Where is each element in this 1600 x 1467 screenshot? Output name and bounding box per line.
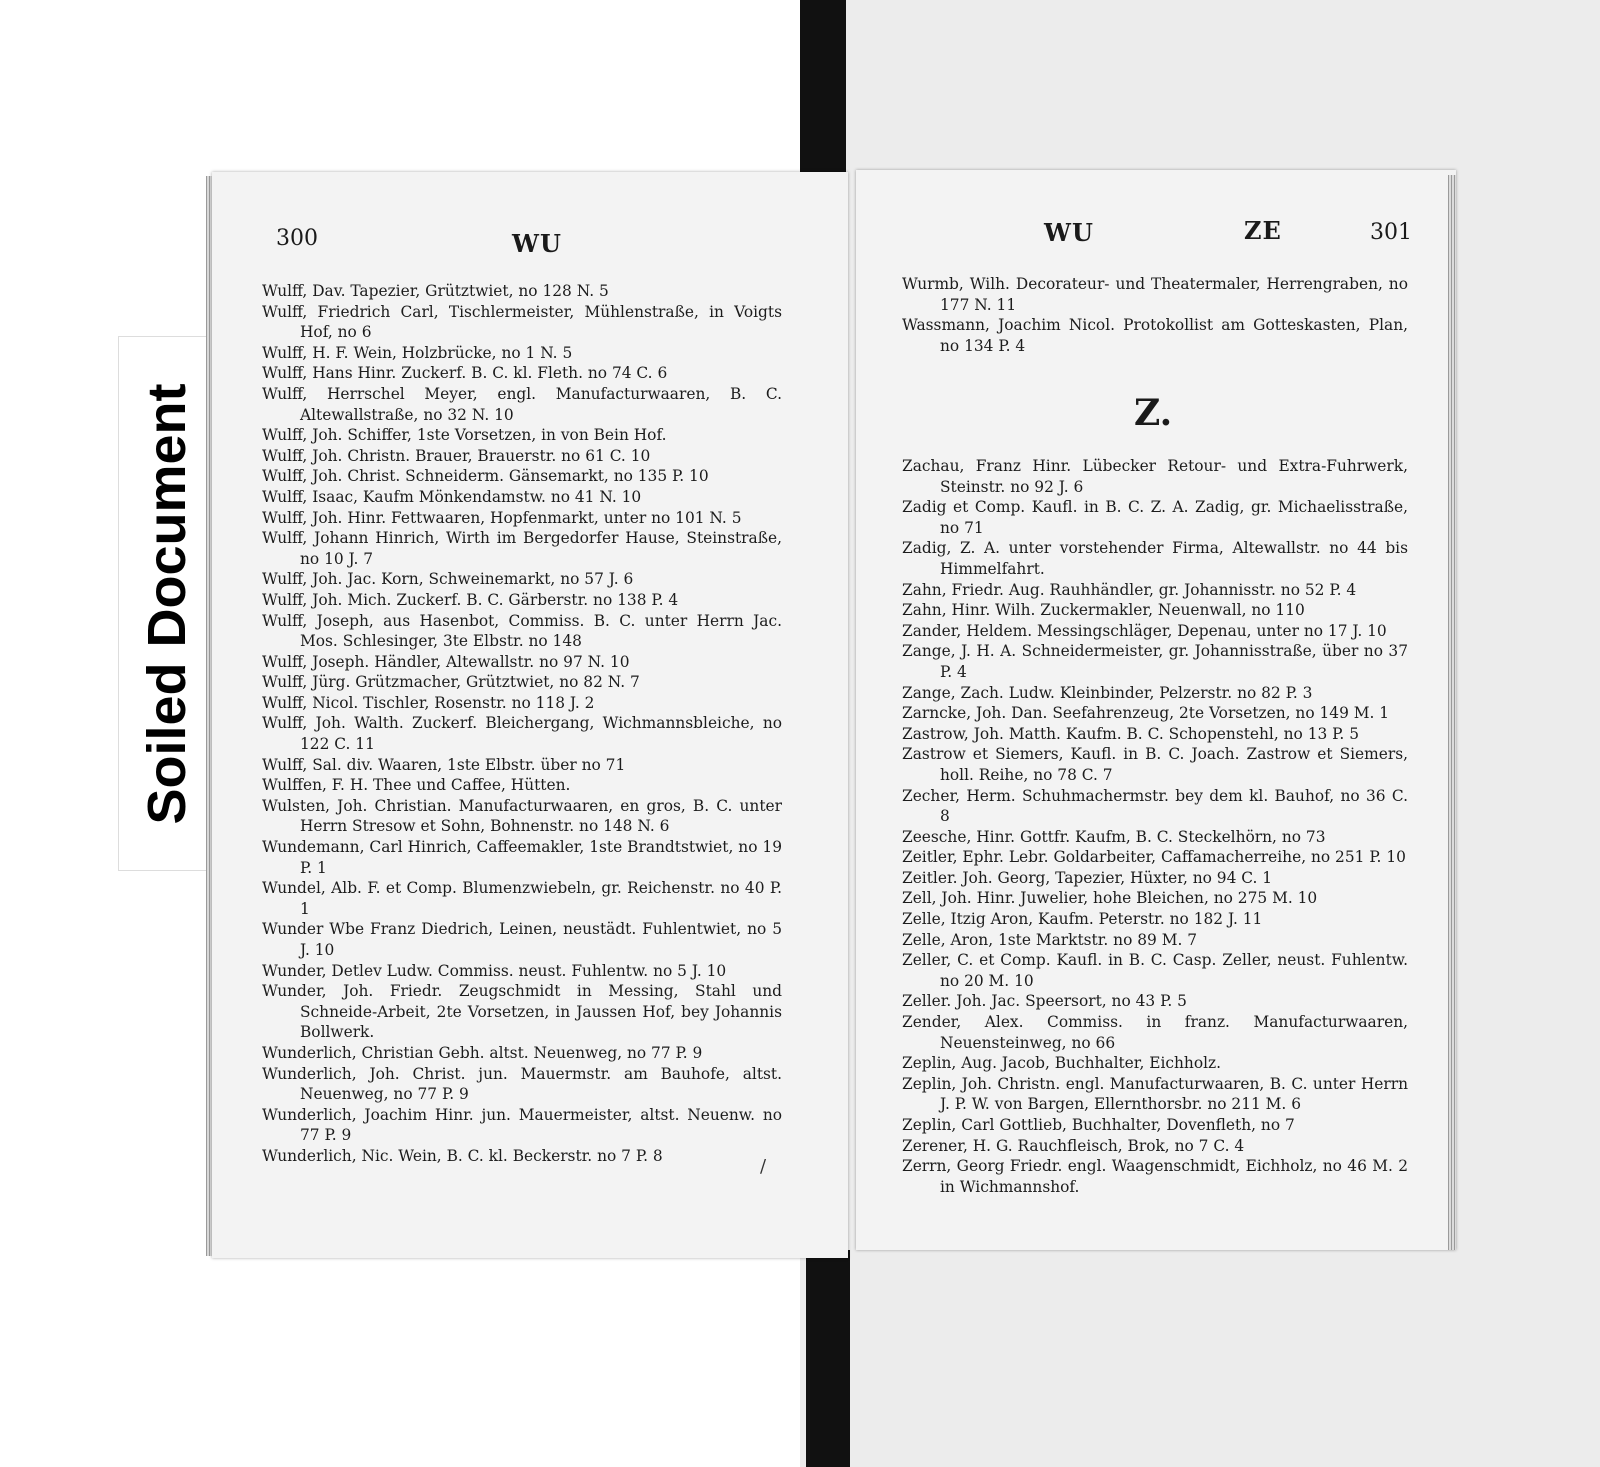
directory-entry: Wulff, Isaac, Kaufm Mönkendamstw. no 41 N. 10 bbox=[262, 487, 642, 506]
directory-entry: Zeplin, Carl Gottlieb, Buchhalter, Dovenfleth, no 7 bbox=[902, 1116, 1295, 1134]
directory-entry: Zeesche, Hinr. Gottfr. Kaufm, B. C. Steckelhörn, no 73 bbox=[902, 827, 1326, 846]
directory-entry: Zander, Heldem. Messingschläger, Depenau, unter no 17 J. 10 bbox=[902, 621, 1387, 640]
directory-entry: Wulff, Joh. Christn. Brauer, Brauerstr. no 61 C. 10 bbox=[262, 446, 651, 465]
directory-entry: Zeitler, Ephr. Lebr. Goldarbeiter, Caffamacherreihe, no 251 P. 10 bbox=[902, 848, 1406, 867]
directory-entry: Wulsten, Joh. Christian. Manufacturwaaren, en gros, B. C. unter Herrn Stresow et Sohn, Bohnenstr. no 148 N. 6 bbox=[262, 796, 782, 836]
directory-entry: Zender, Alex. Commiss. in franz. Manufacturwaaren, Neuensteinweg, no 66 bbox=[902, 1013, 1408, 1052]
directory-entry: Wunder Wbe Franz Diedrich, Leinen, neustädt. Fuhlentwiet, no 5 J. 10 bbox=[262, 920, 782, 959]
directory-entry: Zecher, Herm. Schuhmachermstr. bey dem kl. Bauhof, no 36 C. 8 bbox=[902, 786, 1408, 826]
directory-entry: Wulff, Joh. Christ. Schneiderm. Gänsemarkt, no 135 P. 10 bbox=[262, 467, 709, 486]
directory-entry: Wulff, Johann Hinrich, Wirth im Bergedorfer Hause, Steinstraße, no 10 J. 7 bbox=[262, 529, 782, 568]
directory-entry: Wunderlich, Joh. Christ. jun. Mauermstr. am Bauhofe, altst. Neuenweg, no 77 P. 9 bbox=[262, 1064, 782, 1104]
directory-entry: Zerrn, Georg Friedr. engl. Waagenschmidt, Eichholz, no 46 M. 2 in Wichmannshof. bbox=[902, 1157, 1408, 1196]
directory-entry: Zange, J. H. A. Schneidermeister, gr. Johannisstraße, über no 37 P. 4 bbox=[902, 642, 1408, 681]
directory-entry: Wunderlich, Christian Gebh. altst. Neuenweg, no 77 P. 9 bbox=[262, 1043, 703, 1062]
stamp-label: Soiled Document bbox=[137, 382, 197, 825]
directory-entry: Wurmb, Wilh. Decorateur- und Theatermaler, Herrengraben, no 177 N. 11 bbox=[902, 275, 1408, 314]
directory-entry: Zadig, Z. A. unter vorstehender Firma, Altewallstr. no 44 bis Himmelfahrt. bbox=[902, 539, 1408, 578]
directory-entry: Wulff, Joh. Walth. Zuckerf. Bleichergang, Wichmannsbleiche, no 122 C. 11 bbox=[262, 714, 782, 754]
directory-entry: Wunder, Joh. Friedr. Zeugschmidt in Messing, Stahl und Schneide-Arbeit, 2te Vorsetzen, in Jaussen Hof, bey Johannis Bollwerk. bbox=[262, 982, 782, 1042]
directory-entry: Zahn, Hinr. Wilh. Zuckermakler, Neuenwall, no 110 bbox=[902, 601, 1305, 620]
directory-entry: Wunderlich, Joachim Hinr. jun. Mauermeister, altst. Neuenw. no 77 P. 9 bbox=[262, 1105, 782, 1145]
binding-gutter-bottom bbox=[806, 1250, 850, 1467]
section-letter-z: Z. bbox=[1134, 392, 1173, 434]
directory-entry: Wunder, Detlev Ludw. Commiss. neust. Fuhlentw. no 5 J. 10 bbox=[262, 961, 727, 980]
right-directory-entries-top bbox=[902, 274, 1408, 356]
directory-entry: Zastrow et Siemers, Kaufl. in B. C. Joach. Zastrow et Siemers, holl. Reihe, no 78 C. 7 bbox=[902, 745, 1408, 784]
directory-entry: Wulff, Sal. div. Waaren, 1ste Elbstr. über no 71 bbox=[262, 755, 626, 774]
directory-entry: Zahn, Friedr. Aug. Rauhhändler, gr. Johannisstr. no 52 P. 4 bbox=[902, 580, 1357, 599]
directory-entry: Zelle, Itzig Aron, Kaufm. Peterstr. no 182 J. 11 bbox=[902, 910, 1263, 929]
directory-entry: Wulff, Joseph, aus Hasenbot, Commiss. B. C. unter Herrn Jac. Mos. Schlesinger, 3te Elbstr. no 148 bbox=[262, 611, 782, 651]
directory-entry: Wulff, Joh. Schiffer, 1ste Vorsetzen, in von Bein Hof. bbox=[262, 426, 667, 445]
right-page-number: 301 bbox=[1370, 220, 1412, 245]
directory-entry: Zeller. Joh. Jac. Speersort, no 43 P. 5 bbox=[902, 992, 1187, 1011]
directory-entry: Wulff, H. F. Wein, Holzbrücke, no 1 N. 5 bbox=[262, 343, 573, 362]
directory-entry: Zeitler. Joh. Georg, Tapezier, Hüxter, no 94 C. 1 bbox=[902, 868, 1273, 887]
directory-entry: Wulff, Nicol. Tischler, Rosenstr. no 118 J. 2 bbox=[262, 693, 595, 712]
directory-entry: Zelle, Aron, 1ste Marktstr. no 89 M. 7 bbox=[902, 930, 1198, 949]
directory-entry: Zeplin, Joh. Christn. engl. Manufacturwaaren, B. C. unter Herrn J. P. W. von Bargen, Ellernthorsbr. no 211 M. 6 bbox=[902, 1074, 1408, 1114]
right-directory-entries-z bbox=[902, 456, 1408, 1197]
right-running-head-right: ZE bbox=[1244, 216, 1282, 245]
directory-entry: Wulff, Dav. Tapezier, Grütztwiet, no 128 N. 5 bbox=[262, 282, 609, 300]
directory-entry: Zastrow, Joh. Matth. Kaufm. B. C. Schopenstehl, no 13 P. 5 bbox=[902, 724, 1359, 743]
directory-entry: Wulff, Friedrich Carl, Tischlermeister, Mühlenstraße, in Voigts Hof, no 6 bbox=[262, 302, 782, 342]
directory-entry: Wulff, Hans Hinr. Zuckerf. B. C. kl. Fleth. no 74 C. 6 bbox=[262, 364, 668, 383]
directory-entry: Wulff, Joh. Hinr. Fettwaaren, Hopfenmarkt, unter no 101 N. 5 bbox=[262, 508, 742, 527]
directory-entry: Wulff, Herrschel Meyer, engl. Manufacturwaaren, B. C. Altewallstraße, no 32 N. 10 bbox=[262, 384, 782, 424]
left-directory-entries bbox=[262, 281, 782, 1167]
right-page-edges bbox=[1448, 175, 1456, 1250]
directory-entry: Zange, Zach. Ludw. Kleinbinder, Pelzerstr. no 82 P. 3 bbox=[902, 683, 1313, 702]
directory-entry: Zell, Joh. Hinr. Juwelier, hohe Bleichen, no 275 M. 10 bbox=[902, 889, 1318, 908]
directory-entry: Wassmann, Joachim Nicol. Protokollist am Gotteskasten, Plan, no 134 P. 4 bbox=[902, 316, 1408, 355]
directory-entry: Wulff, Joseph. Händler, Altewallstr. no 97 N. 10 bbox=[262, 652, 630, 671]
directory-entry: Wundemann, Carl Hinrich, Caffeemakler, 1ste Brandtstwiet, no 19 P. 1 bbox=[262, 838, 782, 877]
right-running-head-left: WU bbox=[1044, 218, 1094, 247]
directory-entry: Wulff, Joh. Jac. Korn, Schweinemarkt, no 57 J. 6 bbox=[262, 570, 634, 589]
soiled-document-stamp bbox=[118, 336, 216, 871]
directory-entry: Zeller, C. et Comp. Kaufl. in B. C. Casp. Zeller, neust. Fuhlentw. no 20 M. 10 bbox=[902, 951, 1408, 990]
directory-entry: Zadig et Comp. Kaufl. in B. C. Z. A. Zadig, gr. Michaelisstraße, no 71 bbox=[902, 498, 1408, 537]
directory-entry: Zeplin, Aug. Jacob, Buchhalter, Eichholz. bbox=[902, 1054, 1222, 1073]
left-running-head: WU bbox=[512, 229, 562, 258]
directory-entry: Zachau, Franz Hinr. Lübecker Retour- und Extra-Fuhrwerk, Steinstr. no 92 J. 6 bbox=[902, 457, 1408, 496]
directory-entry: Wunderlich, Nic. Wein, B. C. kl. Beckerstr. no 7 P. 8 bbox=[262, 1146, 663, 1165]
left-page-number: 300 bbox=[276, 226, 318, 251]
pencil-mark: / bbox=[760, 1156, 767, 1177]
directory-entry: Wulffen, F. H. Thee und Caffee, Hütten. bbox=[262, 776, 571, 795]
directory-entry: Wundel, Alb. F. et Comp. Blumenzwiebeln, gr. Reichenstr. no 40 P. 1 bbox=[262, 879, 782, 918]
directory-entry: Zerener, H. G. Rauchfleisch, Brok, no 7 C. 4 bbox=[902, 1136, 1245, 1155]
directory-entry: Zarncke, Joh. Dan. Seefahrenzeug, 2te Vorsetzen, no 149 M. 1 bbox=[902, 704, 1390, 723]
directory-entry: Wulff, Jürg. Grützmacher, Grütztwiet, no 82 N. 7 bbox=[262, 673, 640, 692]
directory-entry: Wulff, Joh. Mich. Zuckerf. B. C. Gärberstr. no 138 P. 4 bbox=[262, 590, 679, 609]
binding-gutter-top bbox=[800, 0, 846, 180]
